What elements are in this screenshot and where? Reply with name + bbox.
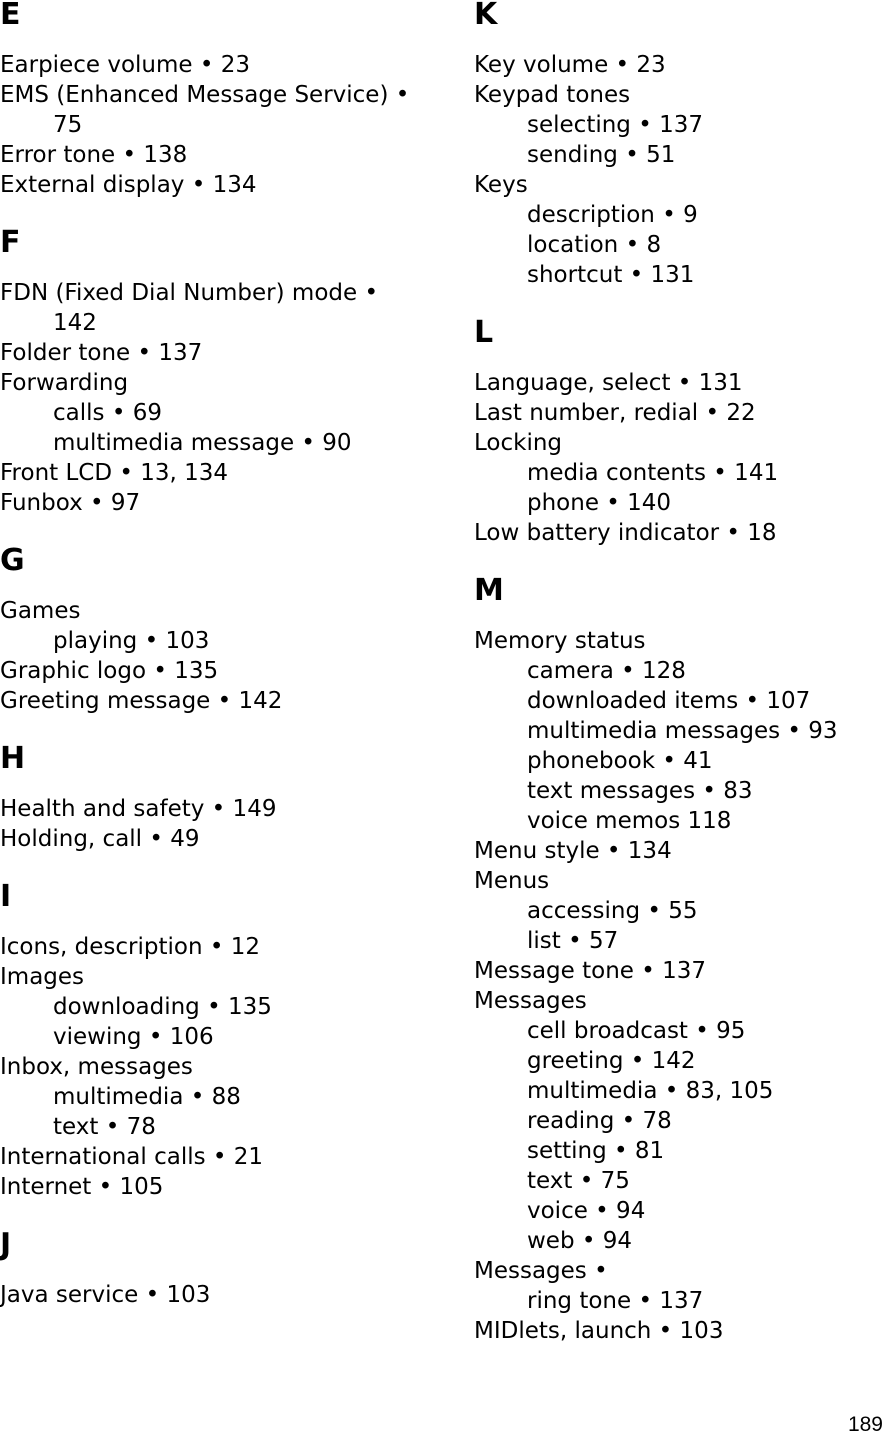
index-subentry: voice • 94 — [527, 1198, 646, 1224]
section-letter-heading: F — [0, 225, 21, 260]
index-subentry: 142 — [53, 310, 97, 336]
index-subentry: setting • 81 — [527, 1138, 665, 1164]
index-entry: Key volume • 23 — [474, 52, 666, 78]
section-letter-heading: E — [0, 0, 21, 32]
index-entry: MIDlets, launch • 103 — [474, 1318, 724, 1344]
index-subentry: ring tone • 137 — [527, 1288, 704, 1314]
index-column-left — [0, 0, 450, 1310]
section-letter-heading: L — [474, 315, 494, 350]
index-entry: Games — [0, 598, 81, 624]
index-section-h — [0, 741, 450, 854]
index-section-m — [474, 573, 893, 1346]
index-subentry: web • 94 — [527, 1228, 633, 1254]
index-entry: Funbox • 97 — [0, 490, 141, 516]
index-entry: Keys — [474, 172, 528, 198]
index-entry: Messages • — [474, 1258, 608, 1284]
index-subentry: accessing • 55 — [527, 898, 698, 924]
section-letter-heading: J — [0, 1227, 12, 1262]
index-entry: Messages — [474, 988, 587, 1014]
index-subentry: phone • 140 — [527, 490, 672, 516]
index-subentry: multimedia • 83, 105 — [527, 1078, 774, 1104]
index-subentry: reading • 78 — [527, 1108, 672, 1134]
index-entry: External display • 134 — [0, 172, 257, 198]
index-subentry: multimedia messages • 93 — [527, 718, 838, 744]
index-subentry: cell broadcast • 95 — [527, 1018, 746, 1044]
index-entry: Last number, redial • 22 — [474, 400, 756, 426]
index-subentry: location • 8 — [527, 232, 662, 258]
index-subentry: phonebook • 41 — [527, 748, 713, 774]
index-subentry: camera • 128 — [527, 658, 686, 684]
index-section-i — [0, 879, 450, 1202]
index-entry: Images — [0, 964, 85, 990]
section-letter-heading: H — [0, 741, 26, 776]
index-subentry: selecting • 137 — [527, 112, 703, 138]
index-entry: Menu style • 134 — [474, 838, 672, 864]
index-entry: International calls • 21 — [0, 1144, 264, 1170]
index-subentry: downloading • 135 — [53, 994, 272, 1020]
index-subentry: playing • 103 — [53, 628, 210, 654]
index-subentry: 75 — [53, 112, 83, 138]
index-entry: Memory status — [474, 628, 646, 654]
index-section-l — [474, 315, 893, 548]
index-subentry: description • 9 — [527, 202, 698, 228]
index-entry: Icons, description • 12 — [0, 934, 261, 960]
index-entry: FDN (Fixed Dial Number) mode • — [0, 280, 379, 306]
index-entry: Earpiece volume • 23 — [0, 52, 250, 78]
index-entry: Greeting message • 142 — [0, 688, 283, 714]
index-subentry: text • 75 — [527, 1168, 630, 1194]
index-section-f — [0, 225, 450, 518]
index-subentry: media contents • 141 — [527, 460, 779, 486]
index-subentry: multimedia message • 90 — [53, 430, 352, 456]
index-subentry: sending • 51 — [527, 142, 676, 168]
index-entry: Folder tone • 137 — [0, 340, 203, 366]
index-section-j — [0, 1227, 450, 1310]
index-entry: Graphic logo • 135 — [0, 658, 219, 684]
index-column-right — [474, 0, 893, 1346]
index-entry: Holding, call • 49 — [0, 826, 200, 852]
index-entry: Menus — [474, 868, 550, 894]
index-section-g — [0, 543, 450, 716]
index-section-k — [474, 0, 893, 290]
index-section-e — [0, 0, 450, 200]
index-subentry: calls • 69 — [53, 400, 162, 426]
index-subentry: list • 57 — [527, 928, 619, 954]
index-subentry: viewing • 106 — [53, 1024, 214, 1050]
index-subentry: multimedia • 88 — [53, 1084, 241, 1110]
index-entry: Low battery indicator • 18 — [474, 520, 777, 546]
index-entry: Language, select • 131 — [474, 370, 743, 396]
index-entry: Front LCD • 13, 134 — [0, 460, 229, 486]
index-subentry: downloaded items • 107 — [527, 688, 811, 714]
index-entry: Inbox, messages — [0, 1054, 193, 1080]
section-letter-heading: I — [0, 879, 12, 914]
index-subentry: text messages • 83 — [527, 778, 753, 804]
index-entry: Forwarding — [0, 370, 129, 396]
index-entry: Internet • 105 — [0, 1174, 164, 1200]
section-letter-heading: G — [0, 543, 25, 578]
index-entry: Error tone • 138 — [0, 142, 188, 168]
index-subentry: shortcut • 131 — [527, 262, 695, 288]
index-entry: Locking — [474, 430, 563, 456]
index-subentry: greeting • 142 — [527, 1048, 696, 1074]
index-entry: EMS (Enhanced Message Service) • — [0, 82, 410, 108]
index-entry: Java service • 103 — [0, 1282, 211, 1308]
index-subentry: voice memos 118 — [527, 808, 732, 834]
section-letter-heading: M — [474, 573, 504, 608]
index-entry: Message tone • 137 — [474, 958, 707, 984]
index-subentry: text • 78 — [53, 1114, 156, 1140]
index-entry: Keypad tones — [474, 82, 631, 108]
section-letter-heading: K — [474, 0, 498, 32]
index-entry: Health and safety • 149 — [0, 796, 277, 822]
page-number: 189 — [847, 1413, 883, 1436]
